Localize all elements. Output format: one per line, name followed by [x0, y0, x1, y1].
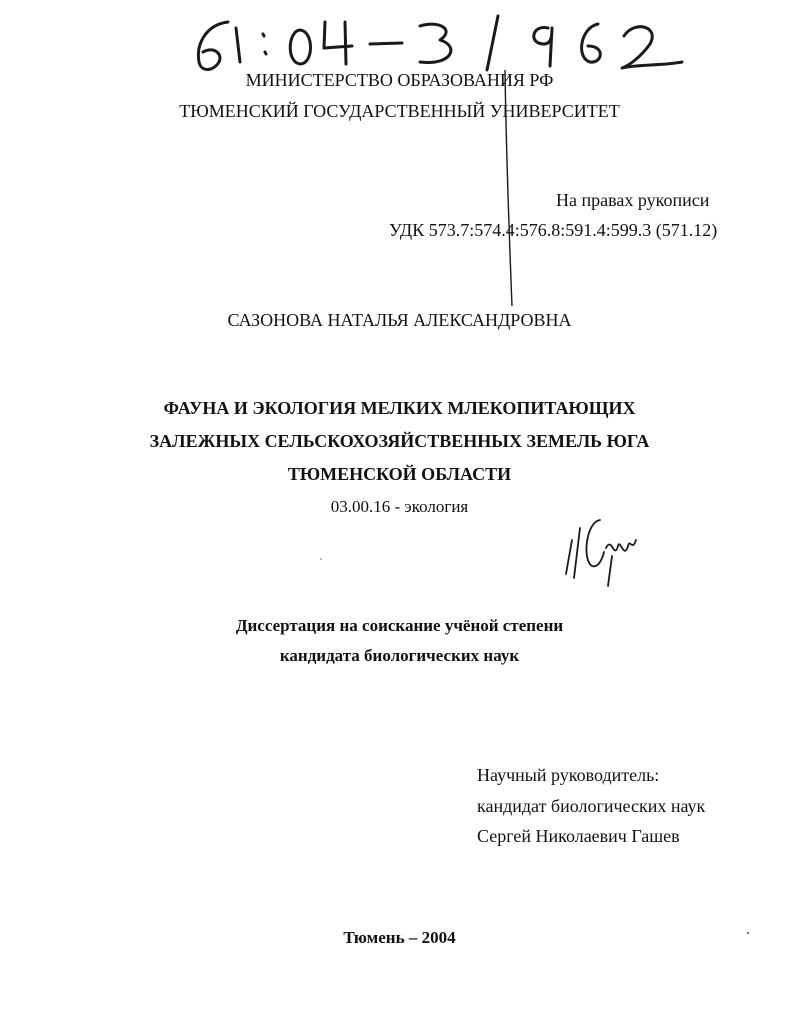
title-line-1: ФАУНА И ЭКОЛОГИЯ МЕЛКИХ МЛЕКОПИТАЮЩИХ	[163, 398, 636, 418]
city-year: Тюмень – 2004	[343, 928, 456, 947]
speck	[320, 558, 322, 560]
supervisor-name: Сергей Николаевич Гашев	[477, 826, 680, 846]
specialty-code: 03.00.16 - экология	[330, 497, 469, 516]
handwritten-code	[198, 16, 682, 70]
ministry-heading: МИНИСТЕРСТВО ОБРАЗОВАНИЯ РФ	[245, 70, 554, 90]
university-heading: ТЮМЕНСКИЙ ГОСУДАРСТВЕННЫЙ УНИВЕРСИТЕТ	[179, 101, 620, 121]
supervisor-degree: кандидат биологических наук	[477, 796, 706, 816]
udc-code: УДК 573.7:574.4:576.8:591.4:599.3 (571.12)	[389, 220, 718, 240]
dissertation-line-2: кандидата биологических наук	[279, 646, 520, 665]
rights-label: На правах рукописи	[556, 190, 710, 210]
signature	[566, 520, 636, 586]
title-line-3: ТЮМЕНСКОЙ ОБЛАСТИ	[287, 464, 512, 484]
author-name: САЗОНОВА НАТАЛЬЯ АЛЕКСАНДРОВНА	[227, 310, 572, 330]
title-line-2: ЗАЛЕЖНЫХ СЕЛЬСКОХОЗЯЙСТВЕННЫХ ЗЕМЕЛЬ ЮГА	[149, 431, 650, 451]
dissertation-line-1: Диссертация на соискание учёной степени	[235, 616, 564, 635]
supervisor-label: Научный руководитель:	[477, 765, 660, 785]
